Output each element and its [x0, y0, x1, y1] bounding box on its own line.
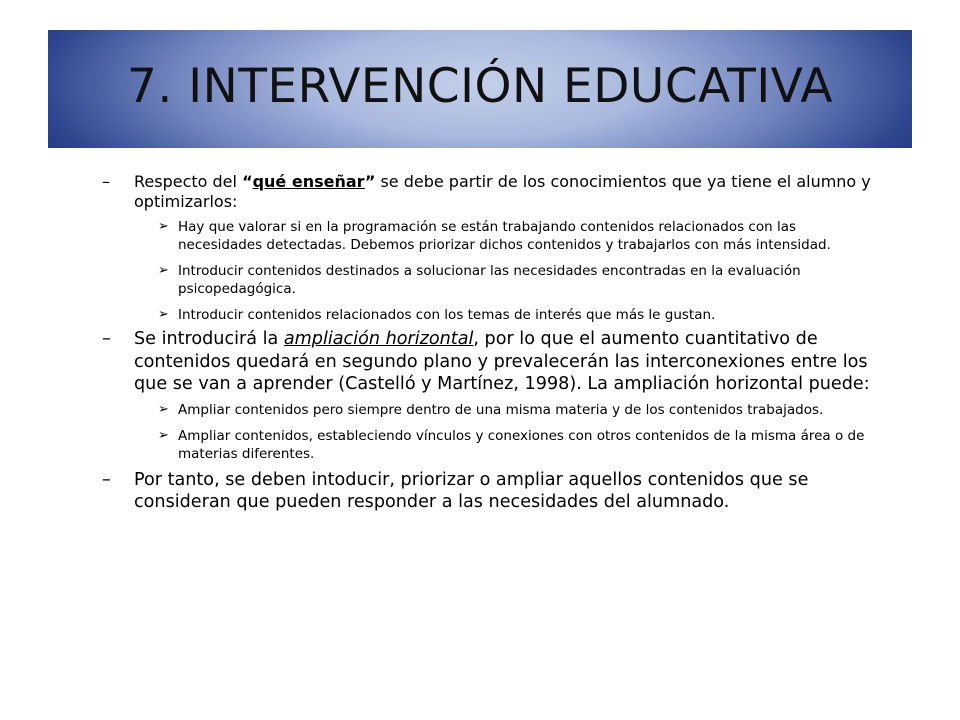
dash-bullet: –: [102, 329, 111, 349]
p1-text-a: Respecto del: [134, 172, 243, 191]
list-item-text: Introducir contenidos destinados a solucionar las necesidades encontradas en la evaluación psicopedagógica.: [178, 263, 801, 297]
p2-emphasis: ampliación horizontal: [283, 329, 474, 349]
list-item-text: Ampliar contenidos, estableciendo vínculos y conexiones con otros contenidos de la misma área o de materias diferentes.: [178, 427, 865, 462]
list-item: [102, 262, 882, 298]
p1-emphasis: qué enseñar: [252, 172, 365, 191]
slide-title: 7. INTERVENCIÓN EDUCATIVA: [126, 59, 834, 114]
list-item: [102, 427, 882, 463]
p1-close-quote: ”: [364, 172, 376, 191]
list-item-text: Ampliar contenidos pero siempre dentro de una misma materia y de los contenidos trabajados.: [178, 401, 824, 418]
p1-open-quote: “: [242, 172, 253, 191]
dash-bullet: –: [102, 172, 110, 191]
dash-bullet: –: [102, 469, 111, 490]
p2-text-c: , por lo que el aumento cuantitativo de contenidos quedará en segundo plano y prevalecerán las interconexiones entre los que se van a aprender (Castelló y Martínez, 1998). La ampliación horizontal puede:: [134, 329, 870, 394]
slide-body: [102, 172, 882, 514]
arrow-bullet-icon: ➢: [158, 427, 169, 443]
p2-text-a: Se introducirá la: [134, 329, 284, 349]
list-item: [102, 401, 882, 419]
arrow-bullet-icon: ➢: [158, 263, 169, 278]
arrow-bullet-icon: ➢: [158, 219, 169, 234]
paragraph-conclusion: [102, 469, 882, 514]
paragraph-ampliacion: [102, 328, 882, 396]
arrow-bullet-icon: ➢: [158, 307, 169, 322]
arrow-bullet-icon: ➢: [158, 401, 169, 417]
list-item: [102, 218, 882, 254]
list-item: [102, 306, 882, 324]
p1-text-e: se debe partir de los conocimientos que ya tiene el alumno y optimizarlos:: [134, 172, 871, 211]
p3-text: Por tanto, se deben intoducir, priorizar o ampliar aquellos contenidos que se consideran que pueden responder a las necesidades del alumnado.: [134, 469, 809, 512]
list-item-text: Introducir contenidos relacionados con los temas de interés que más le gustan.: [178, 307, 716, 323]
paragraph-que-ensenar: [102, 172, 882, 212]
title-banner: [48, 30, 912, 148]
list-item-text: Hay que valorar si en la programación se están trabajando contenidos relacionados con las necesidades detectadas. Debemos priorizar dichos contenidos y trabajarlos con más intensidad.: [178, 219, 831, 253]
